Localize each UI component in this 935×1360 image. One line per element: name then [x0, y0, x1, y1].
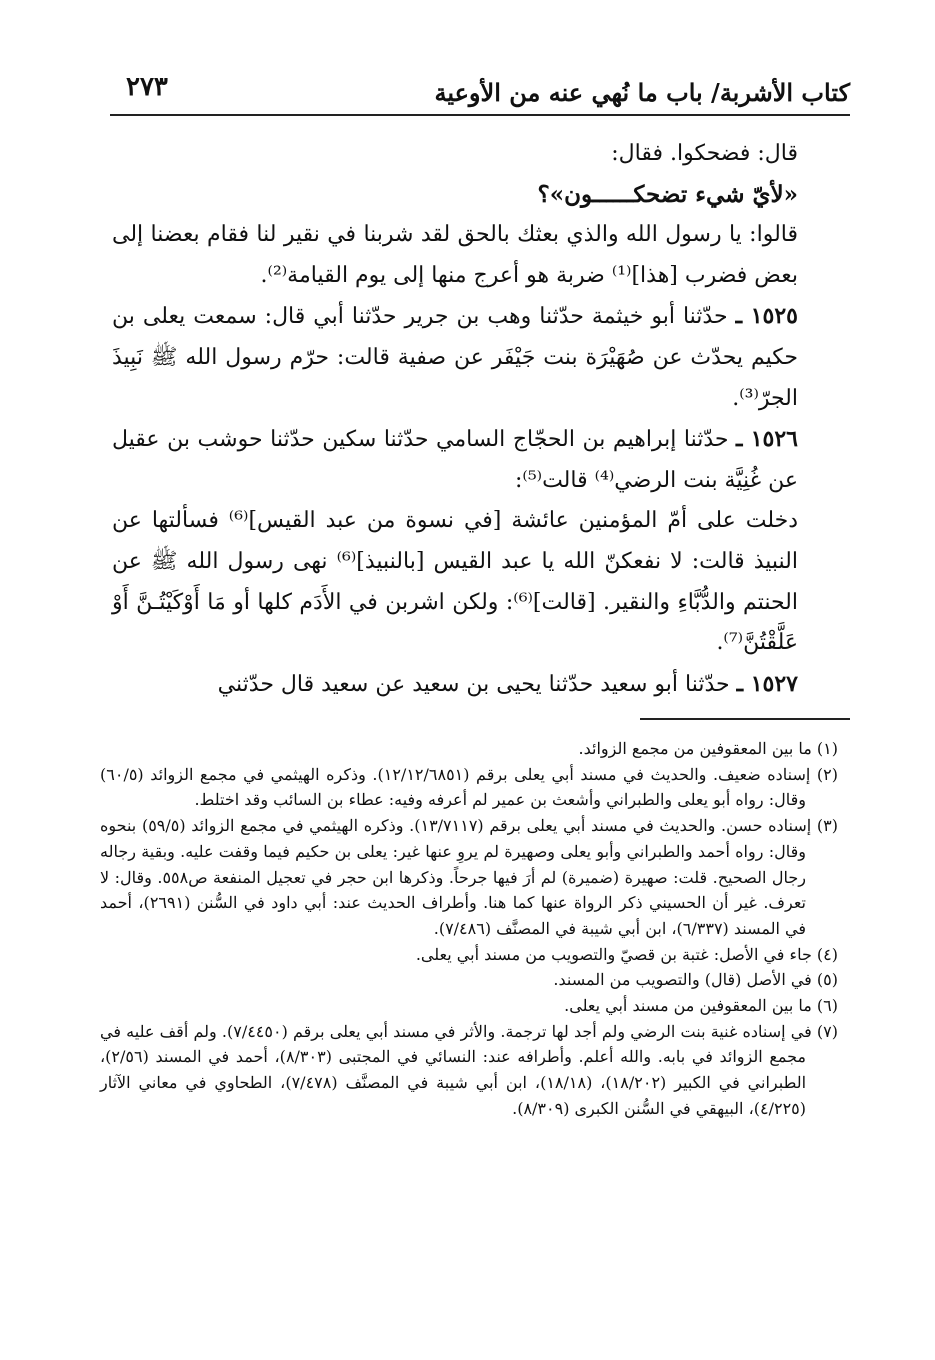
footnote-2: (٢) إسناده ضعيف. والحديث في مسند أبي يعلى برقم (١٢/١٢/٦٨٥١). وذكره الهيثمي في مجمع الزوائد (٦٠/٥) وقال: رواه أبو يعلى والطبراني وأشعث بن عمير لم أعرفه وفيه: عطاء بن السائب وقد اختلط. [100, 764, 838, 810]
body-paragraph-companions: قالوا: يا رسول الله والذي بعثك بالحق لقد شربنا في نقير لنا فقام بعضنا إلى بعض فضرب [هذا]⁽¹⁾ ضربة هو أعرج منها إلى يوم القيامة⁽²⁾. [112, 222, 798, 288]
footnote-7: (٧) في إسناده غنية بنت الرضي ولم أجد لها ترجمة. والأثر في مسند أبي يعلى برقم (٧/٤٤٥٠). ولم أقف عليه في مجمع الزوائد في بابه. والله أعلم. وأطرافه عند: النسائي في المجتبى (٨/٣٠٣)، أحمد في المسند (٢/٥٦)، الطبراني في الكبير (١٨/٢٠٢)، (١٨/١٨)، ابن أبي شيبة في المصنَّف (٧/٤٧٨)، الطحاوي في معاني الآثار (٤/٢٢٥)، البيهقي في السُّنن الكبرى (٨/٣٠٩). [100, 1021, 839, 1118]
hadith-number: ١٥٢٥ ـ [735, 303, 798, 330]
footnote-separator [640, 718, 850, 720]
hadith-1526 [112, 419, 838, 501]
footnote-6: (٦) ما بين المعقوفين من مسند أبي يعلى. [564, 996, 838, 1016]
hadith-1525 [112, 296, 838, 419]
body-line-1: قال: فضحكوا. فقال: [611, 141, 798, 166]
hadith-text: حدّثنا أبو سعيد حدّثنا يحيى بن سعيد عن سعيد قال حدّثني [217, 671, 730, 697]
footnote-4: (٤) جاء في الأصل: غتبة بن قصيّ والتصويب من مسند أبي يعلى. [415, 944, 838, 964]
header-title: كتاب الأشربة/ باب ما نُهي عنه من الأوعية [434, 78, 850, 107]
running-header [110, 70, 850, 116]
footnote-5: (٥) في الأصل (قال) والتصويب من المسند. [553, 970, 838, 990]
page-number: ٢٧٣ [126, 72, 168, 102]
footnotes [100, 736, 838, 1122]
hadith-text: حدّثنا أبو خيثمة حدّثنا وهب بن جرير حدّثنا أبي قال: سمعت يعلى بن حكيم يحدّث عن صُهَيْرَة بنت جَيْفَر عن صفية قالت: حرّم رسول الله ﷺ نَبِيذَ الجرّ⁽³⁾. [112, 304, 798, 411]
footnote-1: (١) ما بين المعقوفين من مجمع الزوائد. [578, 739, 838, 758]
hadith-1526-continuation: دخلت على أمّ المؤمنين عائشة [في نسوة من عبد القيس]⁽⁶⁾ فسألتها عن النبيذ قالت: لا نفعكنّ الله يا عبد القيس [بالنبيذ]⁽⁶⁾ نهى رسول الله ﷺ عن الحنتم والدُّبَّاءِ والنقير. [قالت]⁽⁶⁾: ولكن اشربن في الأَدَم كلها أو مَا أَوْكَيْتُـنَّ أَوْ عَلَّقْتُنَّ⁽⁷⁾. [112, 508, 798, 656]
footnote-3: (٣) إسناده حسن. والحديث في مسند أبي يعلى برقم (١٣/٧١١٧). وذكره الهيثمي في مجمع الزوائد (٥٩/٥) بنحوه وقال: رواه أحمد والطبراني وأبو يعلى وصهيرة لم يروِ عنها غير: يعلى بن حكيم فيما وقفت عليه. وبقية رجاله رجال الصحيح. قلت: صهيرة (ضميرة) لم أرَ فيها جرحاً. وذكرها ابن حجر في تعجيل المنفعة ص٥٥٨. وقال: لا تعرف. غير أن الحسيني ذكر الرواة عنها كما هنا. وأطراف الحديث عند: أبي داود في السُّنن (٢٦٩١)، أحمد في المسند (٦/٣٣٧)، ابن أبي شيبة في المصنَّف (٧/٤٨٦). [100, 816, 838, 938]
prophet-quote: «لأيّ شيء تضحكــــــون»؟ [537, 180, 798, 208]
hadith-number: ١٥٢٦ ـ [736, 426, 798, 453]
hadith-text: حدّثنا إبراهيم بن الحجّاج السامي حدّثنا سكين حدّثنا حوشب بن عقيل عن غُنِيَّة بنت الرضي⁽⁴⁾ قالت⁽⁵⁾: [112, 427, 798, 493]
hadith-1527 [112, 664, 838, 706]
hadith-number: ١٥٢٧ ـ [736, 670, 798, 697]
main-text [112, 134, 838, 705]
